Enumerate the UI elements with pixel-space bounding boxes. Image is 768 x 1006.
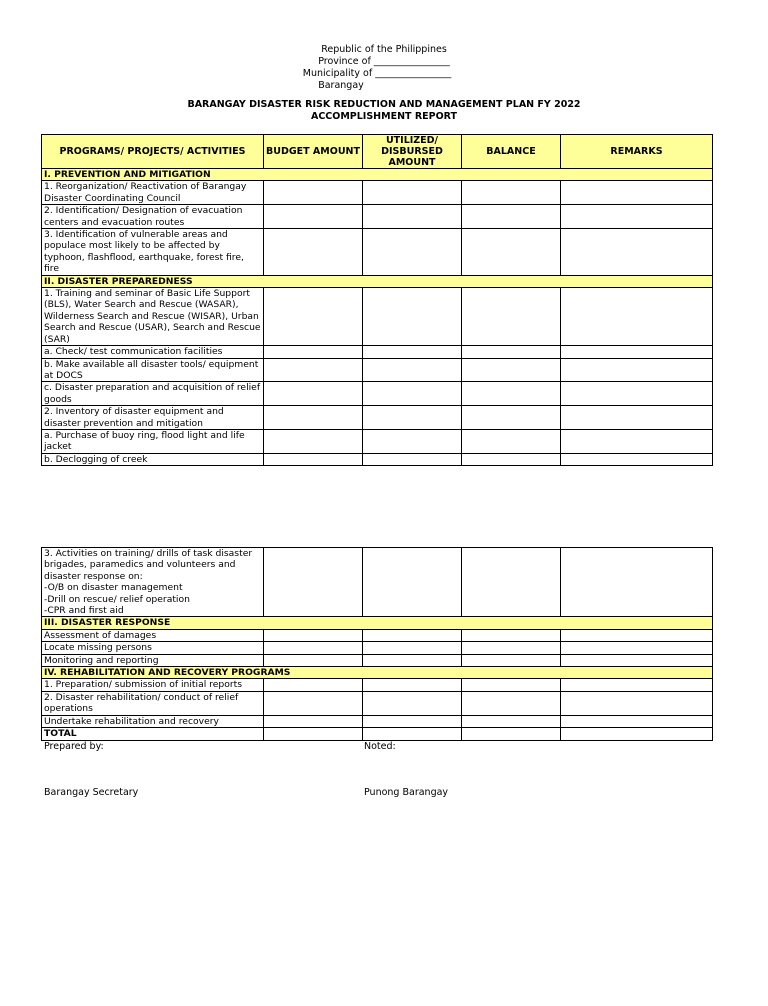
activity-cell: Assessment of damages <box>42 629 264 641</box>
activity-cell: 1. Training and seminar of Basic Life Support (BLS), Water Search and Rescue (WASAR), Wilderness Search and Rescue (WISAR), Urban Search and Rescue (USAR), Search and Rescue (SAR) <box>42 288 264 346</box>
activity-cell: 2. Inventory of disaster equipment and disaster prevention and mitigation <box>42 406 264 430</box>
punong-barangay-label: Punong Barangay <box>364 787 449 798</box>
table-row <box>42 205 713 229</box>
total-label: TOTAL <box>42 728 264 740</box>
barangay-secretary-label: Barangay Secretary <box>44 787 139 798</box>
header-republic: Republic of the Philippines <box>321 44 447 55</box>
section-row <box>42 169 713 181</box>
table-row <box>42 679 713 691</box>
report-title: BARANGAY DISASTER RISK REDUCTION AND MANAGEMENT PLAN FY 2022 <box>187 99 581 110</box>
section-label: II. DISASTER PREPAREDNESS <box>42 275 713 287</box>
activity-cell: 3. Identification of vulnerable areas and populace most likely to be affected by typhoon, flashflood, earthquake, forest fire, fire <box>42 229 264 276</box>
table-row <box>42 288 713 346</box>
activity-subitem: -CPR and first aid <box>44 605 124 617</box>
col-header-balance: BALANCE <box>462 135 561 169</box>
section-row <box>42 617 713 629</box>
noted-label: Noted: <box>364 741 396 752</box>
total-row <box>42 728 713 740</box>
activity-subitem: -Drill on rescue/ relief operation <box>44 593 190 605</box>
activity-cell: 1. Reorganization/ Reactivation of Barangay Disaster Coordinating Council <box>42 181 264 205</box>
table-row <box>42 429 713 453</box>
plan-table-part1 <box>41 134 713 466</box>
activity-cell: a. Check/ test communication facilities <box>42 346 264 358</box>
table-row <box>42 229 713 276</box>
header-province: Province of ________________ <box>318 56 450 67</box>
section-row <box>42 275 713 287</box>
activity-cell: 2. Identification/ Designation of evacuation centers and evacuation routes <box>42 205 264 229</box>
activity-cell: 2. Disaster rehabilitation/ conduct of relief operations <box>42 691 264 715</box>
activity-cell <box>42 548 264 617</box>
table-row <box>42 346 713 358</box>
col-header-programs: PROGRAMS/ PROJECTS/ ACTIVITIES <box>42 135 264 169</box>
activity-cell: Locate missing persons <box>42 642 264 654</box>
col-header-budget: BUDGET AMOUNT <box>264 135 363 169</box>
activity-subitem: -O/B on disaster management <box>44 582 183 594</box>
table-row <box>42 548 713 617</box>
table-row <box>42 453 713 465</box>
section-label: I. PREVENTION AND MITIGATION <box>42 169 713 181</box>
plan-table-part2 <box>41 547 713 741</box>
activity-cell: b. Declogging of creek <box>42 453 264 465</box>
header-municipality: Municipality of ________________ <box>302 68 452 79</box>
activity-cell: 1. Preparation/ submission of initial reports <box>42 679 264 691</box>
table-row <box>42 629 713 641</box>
table-row <box>42 715 713 727</box>
table-row <box>42 642 713 654</box>
section-row <box>42 667 713 679</box>
table-row <box>42 382 713 406</box>
col-header-utilized: UTILIZED/ DISBURSED AMOUNT <box>363 135 462 169</box>
table-row <box>42 406 713 430</box>
section-label: IV. REHABILITATION AND RECOVERY PROGRAMS <box>42 667 713 679</box>
activity-text: 3. Activities on training/ drills of task disaster brigades, paramedics and volunteers and disaster response on: <box>44 548 253 582</box>
activity-cell: b. Make available all disaster tools/ equipment at DOCS <box>42 358 264 382</box>
activity-cell: Monitoring and reporting <box>42 654 264 666</box>
prepared-by-label: Prepared by: <box>44 741 104 752</box>
activity-cell: c. Disaster preparation and acquisition of relief goods <box>42 382 264 406</box>
activity-cell: Undertake rehabilitation and recovery <box>42 715 264 727</box>
header-barangay: Barangay <box>318 80 364 91</box>
activity-cell: a. Purchase of buoy ring, flood light and life jacket <box>42 429 264 453</box>
report-subtitle: ACCOMPLISHMENT REPORT <box>310 111 458 122</box>
section-label: III. DISASTER RESPONSE <box>42 617 713 629</box>
table-row <box>42 654 713 666</box>
col-header-remarks: REMARKS <box>561 135 713 169</box>
table-row <box>42 358 713 382</box>
table-row <box>42 691 713 715</box>
table-row <box>42 181 713 205</box>
